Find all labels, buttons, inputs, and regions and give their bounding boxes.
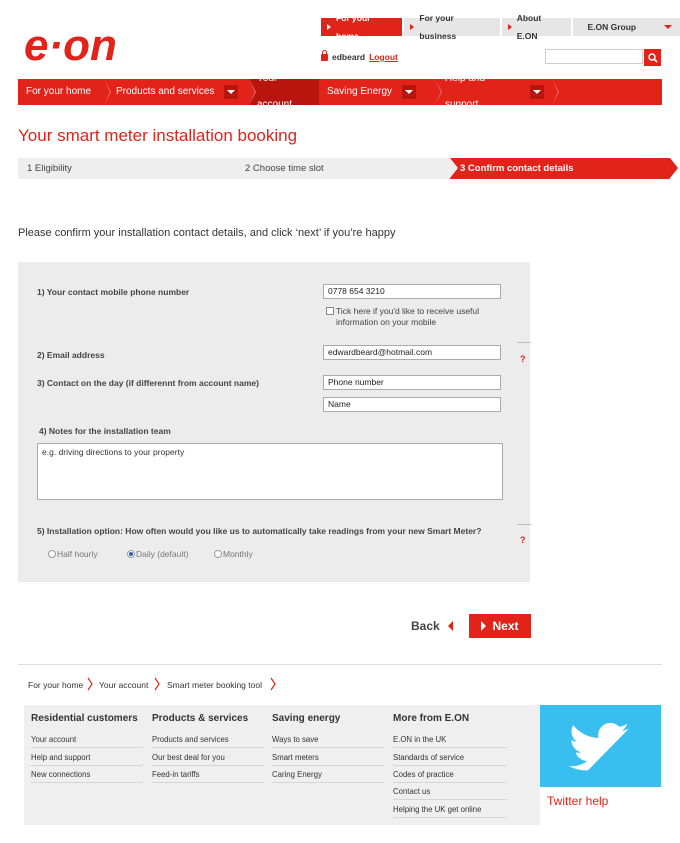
footer-divider xyxy=(393,747,507,748)
main-nav xyxy=(18,73,662,110)
arrow-right-icon xyxy=(410,24,414,30)
arrow-right-icon xyxy=(481,621,486,631)
footer-heading: Products & services xyxy=(152,713,249,724)
top-nav-for-your-business[interactable]: For your business xyxy=(404,18,499,36)
contact-phone-field[interactable]: Phone number xyxy=(323,375,501,390)
footer-link[interactable]: Our best deal for you xyxy=(152,753,225,762)
radio-half-hourly[interactable] xyxy=(48,550,56,558)
footer-link[interactable]: Products and services xyxy=(152,735,229,744)
radio-half-hourly-label: Half hourly xyxy=(57,549,98,559)
footer-link[interactable]: Codes of practice xyxy=(393,770,454,779)
mobile-label: 1) Your contact mobile phone number xyxy=(37,287,190,297)
footer-divider xyxy=(272,747,384,748)
email-label: 2) Email address xyxy=(37,350,105,360)
chevron-right-icon xyxy=(270,677,276,691)
main-nav-products-and-services[interactable]: Products and services xyxy=(104,79,249,105)
top-nav-for-your-home[interactable]: For your home xyxy=(321,18,402,36)
top-nav-about-eon[interactable]: About E.ON xyxy=(502,18,572,36)
footer-heading: More from E.ON xyxy=(393,713,470,724)
footer-link[interactable]: Helping the UK get online xyxy=(393,805,482,814)
logout-link[interactable]: Logout xyxy=(369,52,398,62)
arrow-right-icon xyxy=(508,24,512,30)
footer-link[interactable]: Caring Energy xyxy=(272,770,322,779)
notes-label: 4) Notes for the installation team xyxy=(39,426,171,436)
footer-divider xyxy=(272,782,384,783)
eon-group-dropdown[interactable]: E.ON Group xyxy=(573,18,680,36)
footer-divider xyxy=(31,747,143,748)
breadcrumb-item[interactable]: Your account xyxy=(99,680,149,690)
notes-textarea[interactable]: e.g. driving directions to your property xyxy=(37,443,503,500)
footer-divider xyxy=(393,782,507,783)
step-confirm-contact-details: 3 Confirm contact details xyxy=(450,158,670,179)
help-icon[interactable]: ? xyxy=(520,535,526,545)
breadcrumb-item[interactable]: Smart meter booking tool xyxy=(167,680,262,690)
footer-divider xyxy=(393,799,507,800)
mobile-info-checkbox-label: Tick here if you'd like to receive useful information on your mobile xyxy=(336,306,480,327)
main-nav-for-your-home[interactable]: For your home xyxy=(18,79,104,105)
arrow-left-icon xyxy=(448,621,453,631)
footer-link[interactable]: Feed-in tariffs xyxy=(152,770,200,779)
help-divider xyxy=(517,342,531,343)
main-nav-your-account[interactable]: Your account xyxy=(249,79,319,105)
radio-daily[interactable] xyxy=(127,550,135,558)
eon-logo[interactable] xyxy=(24,20,152,70)
footer-link[interactable]: Your account xyxy=(31,735,77,744)
footer-divider xyxy=(152,747,264,748)
footer-link[interactable]: Smart meters xyxy=(272,753,319,762)
footer-link[interactable]: E.ON in the UK xyxy=(393,735,447,744)
main-nav-help-and-support[interactable]: Help and support xyxy=(435,79,552,105)
back-button[interactable]: Back xyxy=(411,619,453,633)
contact-label: 3) Contact on the day (if differennt from account name) xyxy=(37,378,259,388)
username: edbeard xyxy=(332,52,366,62)
search-button[interactable] xyxy=(644,49,661,66)
top-nav xyxy=(321,13,680,41)
lock-icon xyxy=(321,54,328,61)
footer-links xyxy=(24,705,540,825)
footer-divider xyxy=(31,782,143,783)
footer-heading: Residential customers xyxy=(31,713,138,724)
search-icon xyxy=(648,53,658,63)
mobile-field[interactable]: 0778 654 3210 xyxy=(323,284,501,299)
page-title: Your smart meter installation booking xyxy=(18,126,298,145)
help-divider xyxy=(517,524,531,525)
footer-heading: Saving energy xyxy=(272,713,341,724)
footer-divider xyxy=(152,782,264,783)
mobile-info-checkbox[interactable] xyxy=(326,307,334,315)
footer-link[interactable]: New connections xyxy=(31,770,91,779)
chevron-down-icon[interactable] xyxy=(402,85,416,99)
footer-link[interactable]: Contact us xyxy=(393,787,431,796)
search-input[interactable] xyxy=(545,49,643,64)
svg-text:e·on: e·on xyxy=(24,21,117,70)
footer-divider xyxy=(31,765,143,766)
footer-link[interactable]: Ways to save xyxy=(272,735,319,744)
footer-divider xyxy=(393,765,507,766)
next-button[interactable]: Next xyxy=(469,614,531,638)
divider xyxy=(18,664,662,665)
breadcrumb-item[interactable]: For your home xyxy=(28,680,84,690)
twitter-help-link[interactable]: Twitter help xyxy=(547,794,609,808)
intro-text: Please confirm your installation contact details, and click ‘next’ if you’re happy xyxy=(18,227,396,239)
help-icon[interactable]: ? xyxy=(520,354,526,364)
radio-monthly[interactable] xyxy=(214,550,222,558)
email-field[interactable]: edwardbeard@hotmail.com xyxy=(323,345,501,360)
radio-monthly-label: Monthly xyxy=(223,549,253,559)
chevron-right-icon xyxy=(154,677,160,691)
arrow-right-icon xyxy=(327,24,331,30)
contact-name-field[interactable]: Name xyxy=(323,397,501,412)
footer-divider xyxy=(152,765,264,766)
chevron-down-icon[interactable] xyxy=(530,85,544,99)
step-eligibility: 1 Eligibility xyxy=(27,163,72,174)
footer-link[interactable]: Standards of service xyxy=(393,753,465,762)
footer-divider xyxy=(272,765,384,766)
footer-divider xyxy=(393,817,507,818)
user-info xyxy=(321,52,398,62)
chevron-down-icon xyxy=(664,25,672,29)
twitter-bird-icon xyxy=(568,723,634,771)
installation-option-label: 5) Installation option: How often would you like us to automatically take readings from your new Smart Meter? xyxy=(37,526,482,536)
main-nav-saving-energy[interactable]: Saving Energy xyxy=(319,79,435,105)
chevron-right-icon xyxy=(87,677,93,691)
radio-daily-label: Daily (default) xyxy=(136,549,189,559)
twitter-panel[interactable] xyxy=(540,705,661,787)
progress-steps xyxy=(18,158,662,179)
step-choose-time-slot: 2 Choose time slot xyxy=(245,163,324,174)
footer-link[interactable]: Help and support xyxy=(31,753,91,762)
chevron-down-icon[interactable] xyxy=(224,85,238,99)
